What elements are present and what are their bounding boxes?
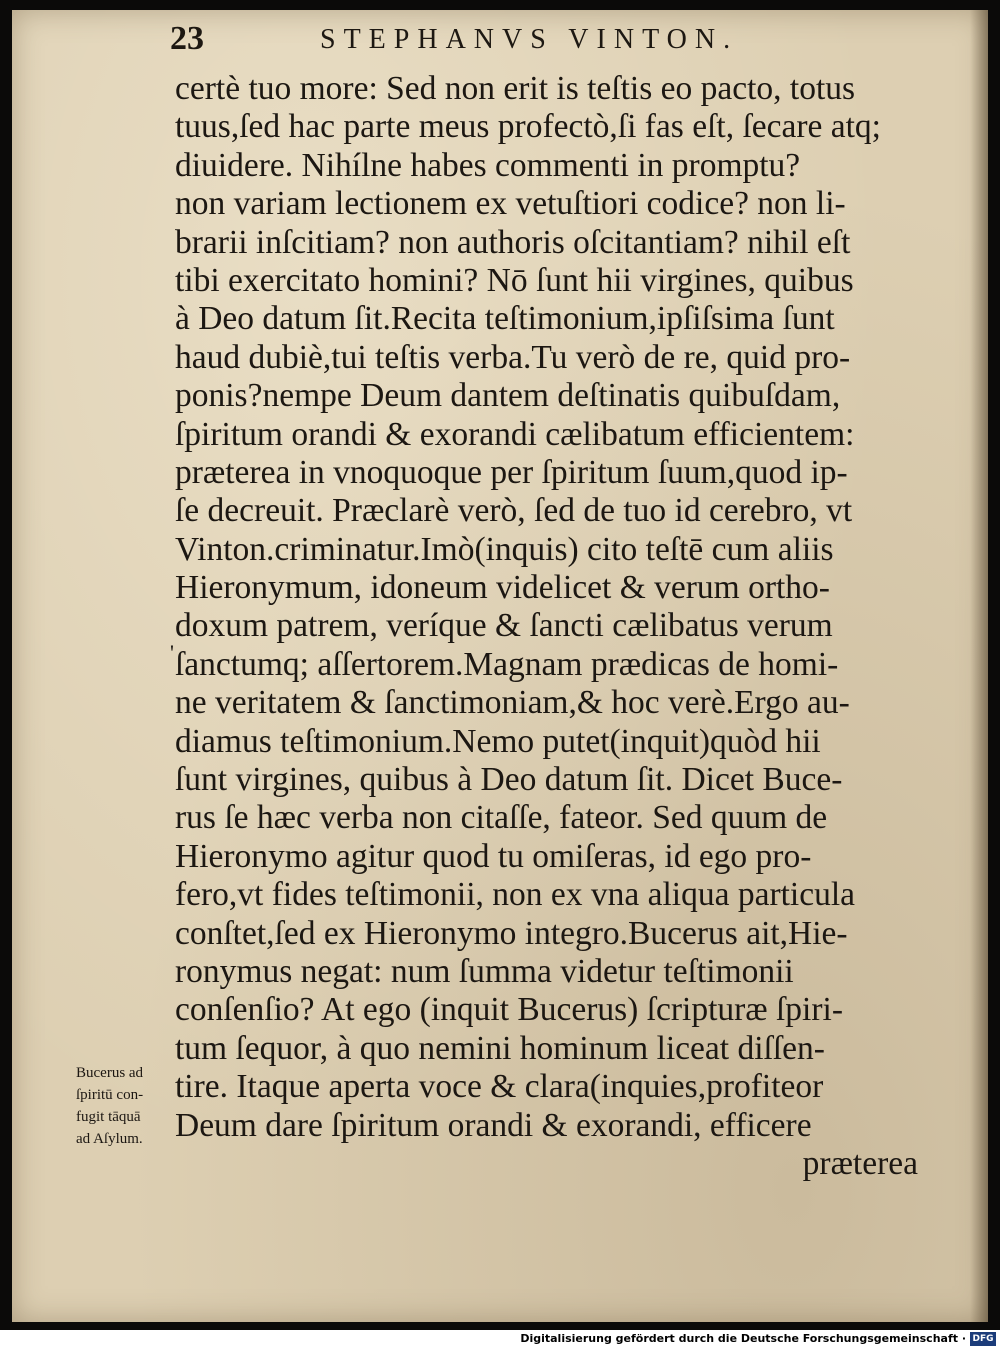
text-line: à Deo datum ſit.Recita teſtimonium,ipſiſsima ſunt — [175, 300, 835, 338]
margin-note — [76, 1062, 186, 1150]
text-line: tuus,ſed hac parte meus profectò,ſi fas eſt, ſecare atq; — [175, 108, 881, 146]
text-line: conſenſio? At ego (inquit Bucerus) ſcripturæ ſpiri- — [175, 991, 843, 1029]
text-line: Vinton.criminatur.Imò(inquis) cito teſtē cum aliis — [175, 530, 834, 568]
body-text — [175, 70, 920, 1183]
text-line: conſtet,ſed ex Hieronymo integro.Bucerus ait,Hie- — [175, 914, 848, 952]
page-number: 23 — [170, 20, 204, 57]
text-line: ſe decreuit. Præclarè verò, ſed de tuo id cerebro, vt — [175, 492, 853, 530]
margin-note-line: fugit tāquā — [76, 1109, 141, 1125]
catchword: præterea — [802, 1144, 918, 1182]
text-line: Hieronymo agitur quod tu omiſeras, id ego pro- — [175, 837, 812, 875]
page-header — [170, 20, 920, 60]
funding-credit: Digitalisierung gefördert durch die Deutsche Forschungsgemeinschaft · — [520, 1332, 966, 1345]
text-line: præterea in vnoquoque per ſpiritum ſuum,quod ip- — [175, 453, 848, 491]
text-line: brarii inſcitiam? non authoris oſcitantiam? nihil eſt — [175, 223, 851, 261]
text-line: non variam lectionem ex vetuſtiori codice? non li- — [175, 185, 846, 223]
text-line: ronymus negat: num ſumma videtur teſtimonii — [175, 952, 794, 990]
gutter-shadow — [970, 10, 988, 1322]
margin-note-line: ſpiritū con- — [76, 1087, 144, 1103]
text-line: Deum dare ſpiritum orandi & exorandi, efficere — [175, 1106, 812, 1144]
text-line: Hieronymum, idoneum videlicet & verum ortho- — [175, 569, 830, 607]
text-line: rus ſe hæc verba non citaſſe, fateor. Sed quum de — [175, 799, 828, 837]
margin-mark: ' — [170, 640, 174, 665]
text-line: doxum patrem, veríque & ſancti cælibatus verum — [175, 607, 833, 645]
dfg-logo-icon: DFG — [970, 1332, 996, 1346]
text-line: ponis?nempe Deum dantem deſtinatis quibuſdam, — [175, 377, 841, 415]
text-line: fero,vt fides teſtimonii, non ex vna aliqua particula — [175, 876, 856, 914]
margin-note-line: ad Aſylum. — [76, 1131, 143, 1147]
text-line: ſanctumq; aſſertorem.Magnam prædicas de homi- — [175, 645, 839, 683]
text-line: tum ſequor, à quo nemini hominum liceat diſſen- — [175, 1029, 825, 1067]
text-line: tibi exercitato homini? Nō ſunt hii virgines, quibus — [175, 261, 854, 299]
text-line: ne veritatem & ſanctimoniam,& hoc verè.Ergo au- — [175, 684, 850, 722]
margin-note-line: Bucerus ad — [76, 1065, 144, 1081]
text-line: haud dubiè,tui teſtis verba.Tu verò de re, quid pro- — [175, 338, 851, 376]
text-line: tire. Itaque aperta voce & clara(inquies,profiteor — [175, 1068, 824, 1106]
running-head: STEPHANVS VINTON. — [320, 24, 739, 55]
text-line: ſunt virgines, quibus à Deo datum ſit. Dicet Buce- — [175, 761, 843, 799]
text-line: diamus teſtimonium.Nemo putet(inquit)quòd hii — [175, 722, 821, 760]
text-line: ſpiritum orandi & exorandi cælibatum efficientem: — [175, 415, 855, 453]
footer-bar — [0, 1330, 1000, 1349]
text-line: certè tuo more: Sed non erit is teſtis eo pacto, totus — [175, 70, 856, 107]
text-line: diuidere. Nihílne habes commenti in promptu? — [175, 146, 801, 184]
